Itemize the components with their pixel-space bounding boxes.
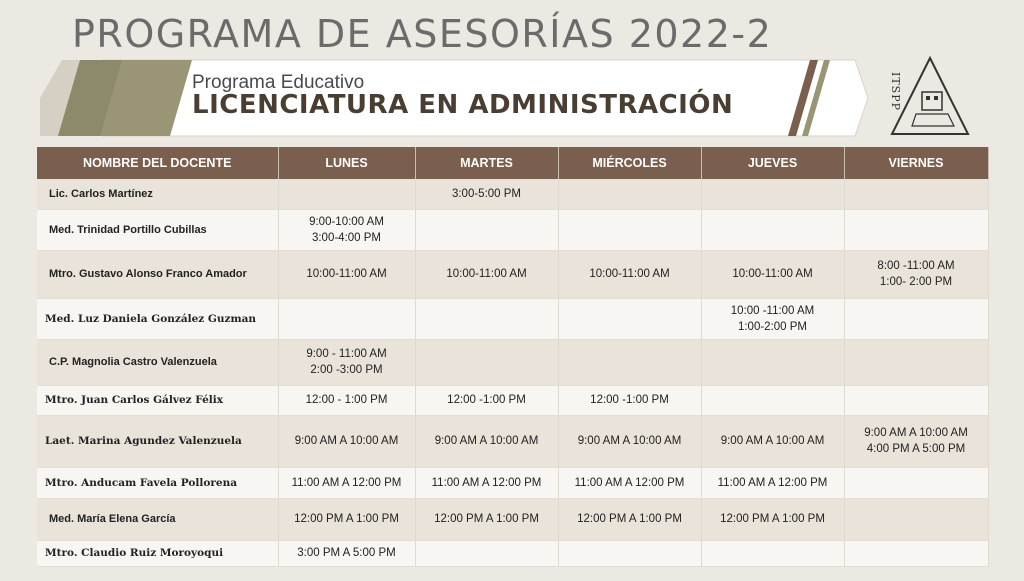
schedule-cell: [278, 498, 415, 540]
schedule-cell: [278, 467, 415, 498]
docente-name: Lic. Carlos Martínez: [37, 179, 278, 209]
schedule-cell: [844, 540, 988, 566]
header-martes: MARTES: [415, 147, 558, 179]
schedule-cell: [844, 415, 988, 467]
header-miercoles: MIÉRCOLES: [558, 147, 701, 179]
schedule-cell: [415, 415, 558, 467]
table-row: [37, 467, 988, 498]
schedule-cell: [415, 209, 558, 250]
schedule-cell: [278, 250, 415, 298]
docente-name: Laet. Marina Agundez Valenzuela: [37, 415, 278, 467]
schedule-cell: [844, 498, 988, 540]
schedule-cell: [558, 339, 701, 385]
schedule-time: 10:00 -11:00 AM: [730, 304, 815, 317]
docente-name: Med. Luz Daniela González Guzman: [37, 298, 278, 339]
table-header-row: [37, 147, 988, 179]
schedule-cell: [415, 179, 558, 209]
docente-name: Mtro. Claudio Ruiz Moroyoqui: [37, 540, 278, 566]
schedule-time: 3:00 PM A 5:00 PM: [297, 547, 396, 559]
schedule-cell: [558, 250, 701, 298]
schedule-time: 1:00-2:00 PM: [737, 320, 808, 333]
schedule-time: 9:00 AM A 10:00 AM: [864, 427, 968, 439]
table-row: [37, 540, 988, 566]
schedule-time: 9:00 AM A 10:00 AM: [577, 435, 682, 447]
table-row: [37, 498, 988, 540]
page-title: PROGRAMA DE ASESORÍAS 2022-2: [72, 12, 773, 56]
schedule-time: 1:00- 2:00 PM: [879, 276, 953, 288]
schedule-time: 12:00 PM A 1:00 PM: [577, 513, 682, 525]
schedule-cell: [701, 209, 844, 250]
schedule-cell: [701, 467, 844, 498]
schedule-cell: [278, 540, 415, 566]
schedule-time: 10:00-11:00 AM: [589, 268, 670, 280]
schedule-cell: [701, 385, 844, 415]
schedule-cell: [701, 540, 844, 566]
header-jueves: JUEVES: [701, 147, 844, 179]
schedule-cell: [558, 385, 701, 415]
schedule-cell: [558, 467, 701, 498]
schedule-cell: [558, 540, 701, 566]
schedule-cell: [558, 415, 701, 467]
schedule-cell: [701, 339, 844, 385]
schedule-cell: [278, 298, 415, 339]
program-name: LICENCIATURA EN ADMINISTRACIÓN: [192, 90, 734, 120]
schedule-time: 10:00-11:00 AM: [306, 268, 387, 280]
schedule-time: 12:00 PM A 1:00 PM: [434, 513, 539, 525]
header-viernes: VIERNES: [844, 147, 988, 179]
schedule-time: 11:00 AM A 12:00 PM: [717, 476, 828, 489]
schedule-cell: [278, 209, 415, 250]
schedule-time: 8:00 -11:00 AM: [877, 260, 955, 272]
docente-name: C.P. Magnolia Castro Valenzuela: [37, 339, 278, 385]
schedule-cell: [701, 298, 844, 339]
schedule-time: 11:00 AM A 12:00 PM: [291, 476, 402, 489]
header-lunes: LUNES: [278, 147, 415, 179]
table-row: [37, 209, 988, 250]
schedule-cell: [844, 179, 988, 209]
schedule-cell: [701, 415, 844, 467]
schedule-time: 11:00 AM A 12:00 PM: [574, 476, 685, 489]
docente-name: Mtro. Anducam Favela Pollorena: [37, 467, 278, 498]
schedule-cell: [701, 179, 844, 209]
schedule-time: 11:00 AM A 12:00 PM: [431, 476, 542, 489]
schedule-cell: [844, 467, 988, 498]
docente-name: Mtro. Juan Carlos Gálvez Félix: [37, 385, 278, 415]
docente-name: Med. Trinidad Portillo Cubillas: [37, 209, 278, 250]
table-row: [37, 179, 988, 209]
logo-text: ITSPP: [889, 72, 902, 112]
schedule-time: 3:00-4:00 PM: [311, 231, 382, 244]
schedule-table: [37, 147, 989, 567]
schedule-cell: [278, 179, 415, 209]
schedule-time: 9:00 AM A 10:00 AM: [434, 435, 539, 447]
schedule-time: 12:00 PM A 1:00 PM: [294, 513, 399, 525]
schedule-cell: [415, 339, 558, 385]
schedule-cell: [415, 385, 558, 415]
schedule-time: 3:00-5:00 PM: [451, 187, 522, 200]
schedule-time: 9:00 AM A 10:00 AM: [720, 435, 825, 447]
table-row: [37, 385, 988, 415]
table-row: [37, 250, 988, 298]
docente-name: Mtro. Gustavo Alonso Franco Amador: [37, 250, 278, 298]
schedule-cell: [701, 498, 844, 540]
schedule-time: 12:00 -1:00 PM: [590, 394, 669, 406]
banner-subtitle: Programa Educativo: [192, 72, 365, 93]
table-row: [37, 415, 988, 467]
header-docente: NOMBRE DEL DOCENTE: [37, 147, 278, 179]
schedule-cell: [558, 179, 701, 209]
schedule-cell: [844, 250, 988, 298]
table-row: [37, 339, 988, 385]
schedule-time: 2:00 -3:00 PM: [310, 364, 383, 376]
schedule-time: 9:00-10:00 AM: [309, 215, 384, 228]
schedule-cell: [844, 298, 988, 339]
schedule-cell: [278, 385, 415, 415]
schedule-time: 9:00 - 11:00 AM: [306, 348, 387, 360]
schedule-time: 10:00-11:00 AM: [446, 268, 527, 280]
docente-name: Med. María Elena García: [37, 498, 278, 540]
schedule-time: 12:00 - 1:00 PM: [305, 394, 388, 406]
schedule-time: 12:00 PM A 1:00 PM: [720, 513, 825, 525]
schedule-cell: [844, 339, 988, 385]
schedule-cell: [701, 250, 844, 298]
schedule-time: 9:00 AM A 10:00 AM: [294, 435, 399, 447]
schedule-cell: [415, 540, 558, 566]
schedule-cell: [844, 209, 988, 250]
schedule-cell: [278, 415, 415, 467]
schedule-cell: [558, 498, 701, 540]
schedule-cell: [415, 498, 558, 540]
schedule-time: 12:00 -1:00 PM: [447, 394, 526, 406]
schedule-cell: [415, 467, 558, 498]
schedule-cell: [558, 209, 701, 250]
schedule-time: 4:00 PM A 5:00 PM: [866, 443, 966, 455]
schedule-cell: [844, 385, 988, 415]
schedule-cell: [558, 298, 701, 339]
schedule-time: 10:00-11:00 AM: [732, 268, 813, 280]
schedule-cell: [415, 250, 558, 298]
schedule-cell: [278, 339, 415, 385]
schedule-cell: [415, 298, 558, 339]
table-row: [37, 298, 988, 339]
